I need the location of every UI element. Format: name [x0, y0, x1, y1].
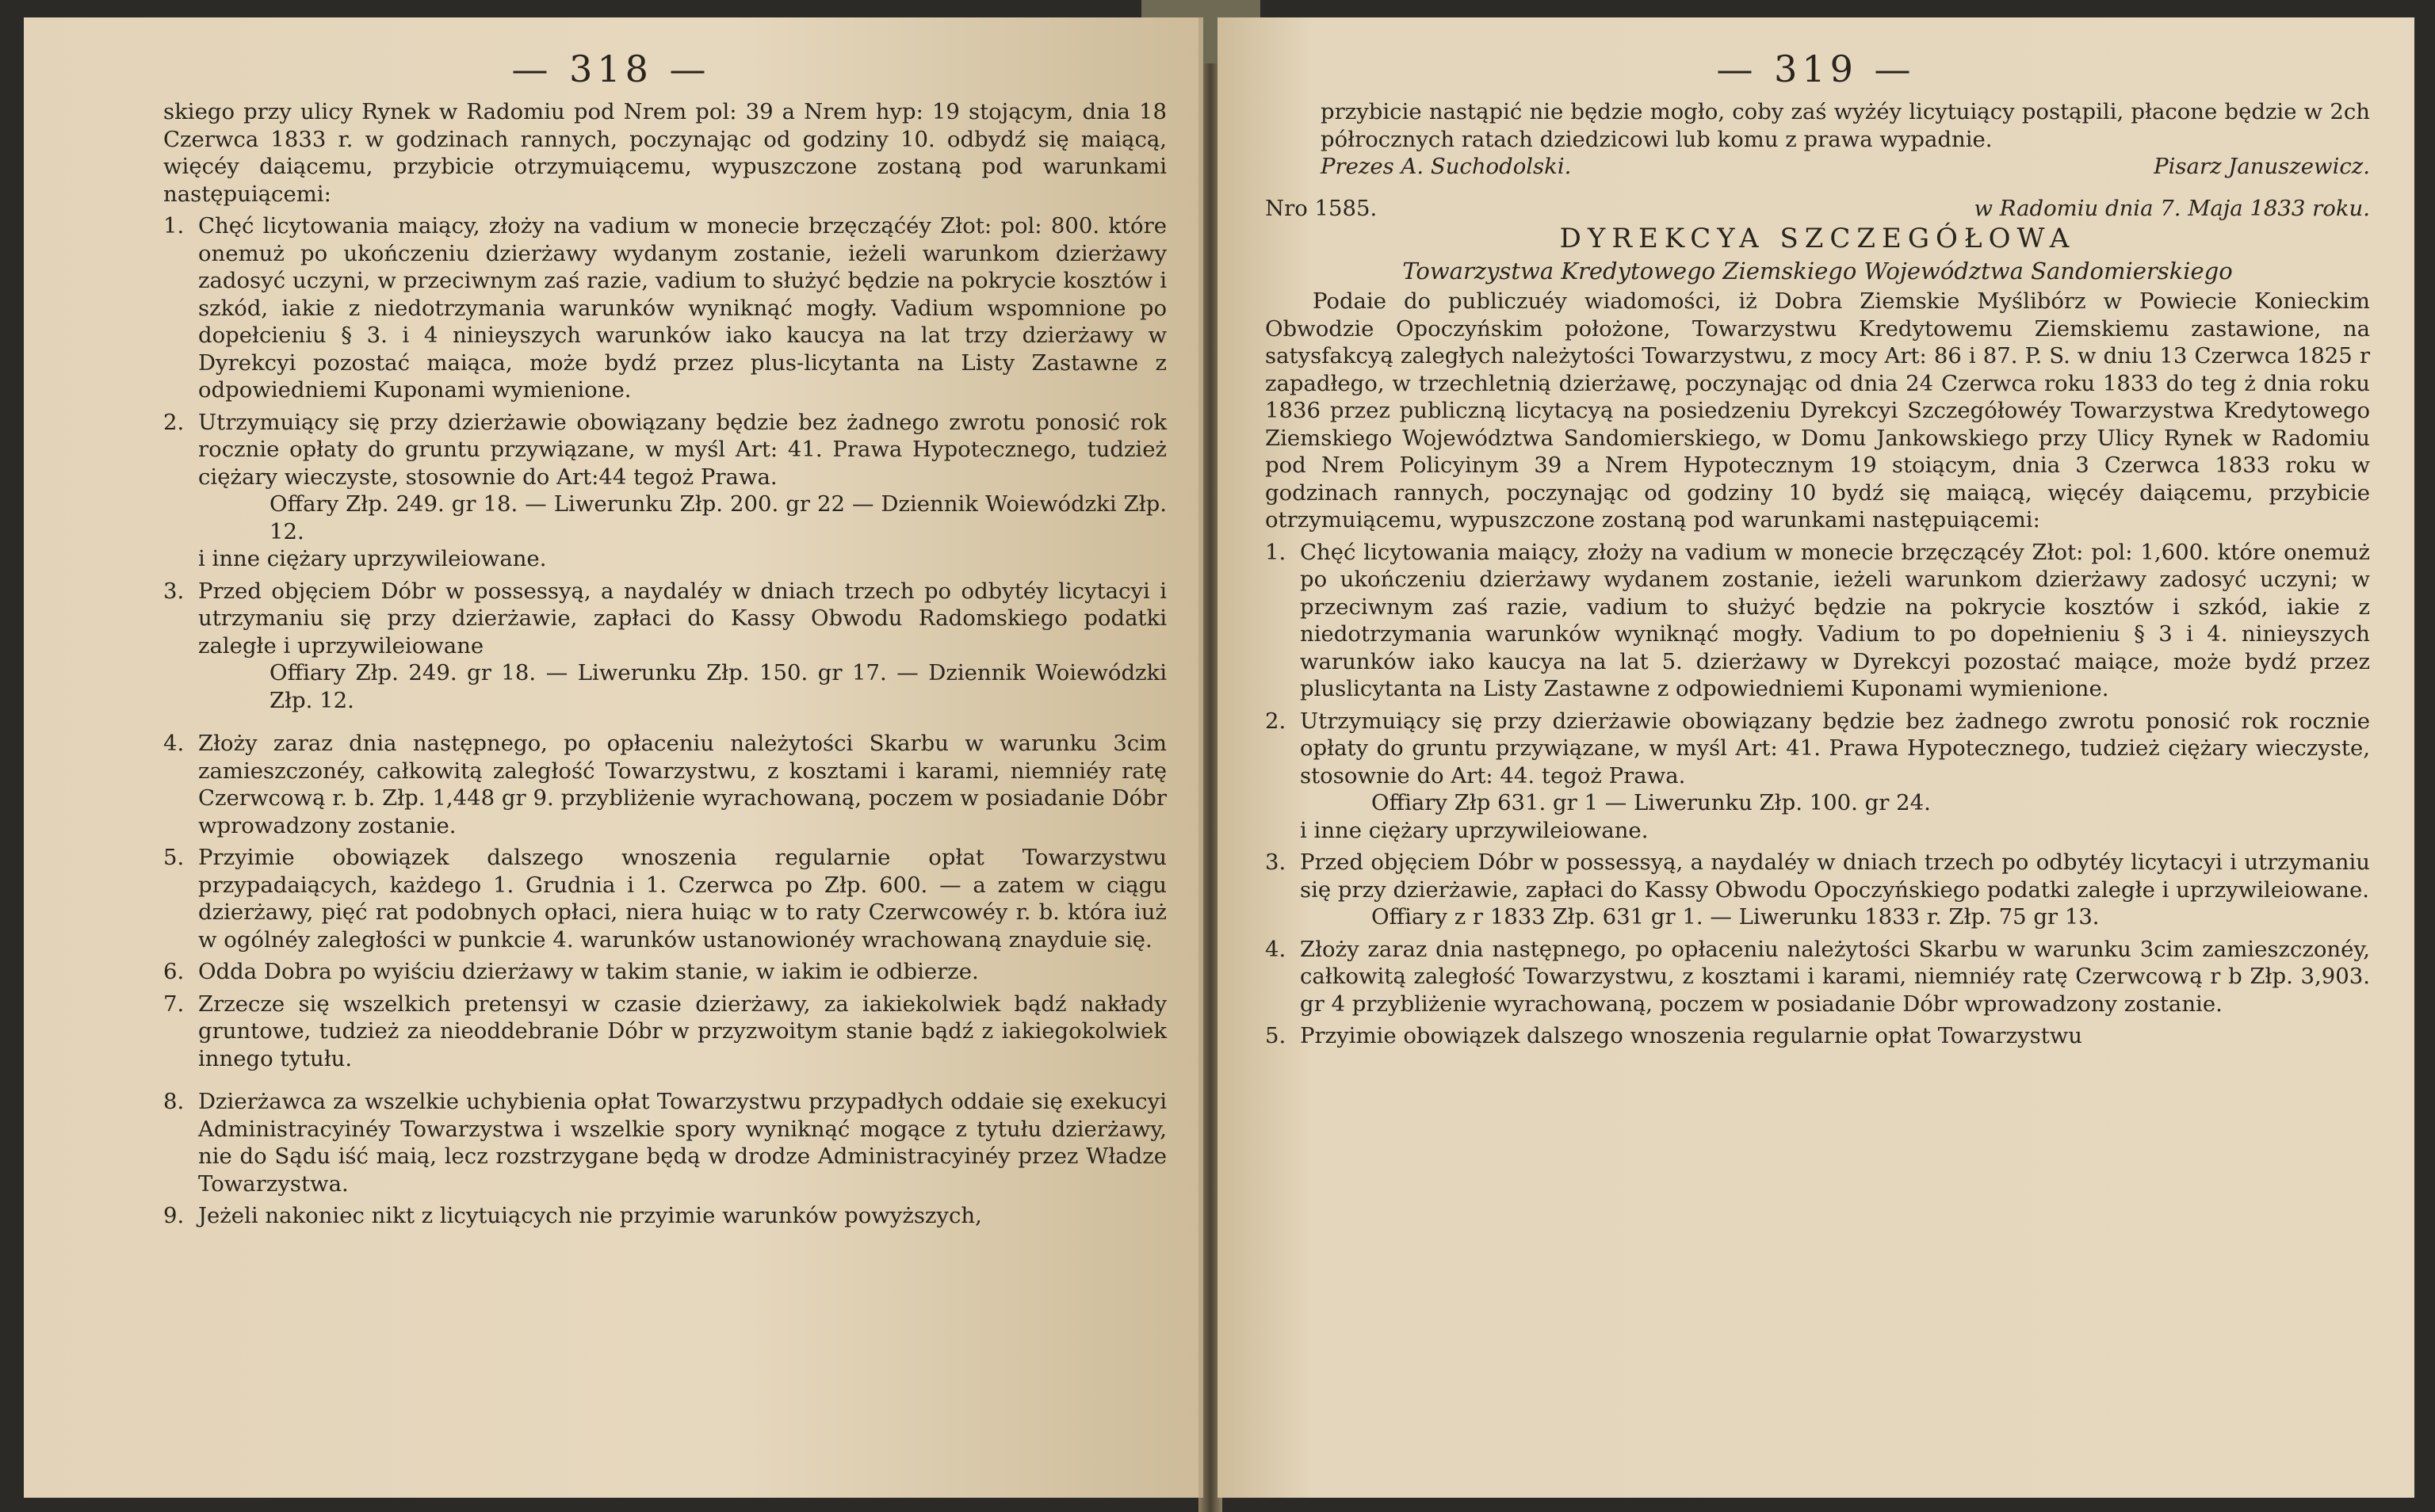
- left-text-block: [24, 98, 1198, 1230]
- item-body: [1300, 849, 2370, 931]
- item-text: Przed objęciem Dóbr w possessyą, a naydaléy w dniach trzech po odbytéy licytacyi i utrzymaniu się przy dzierżawie, zapłaci do Kassy Obwodu Opoczyńskiego podatki zaległe i uprzywileiowane.: [1300, 850, 2370, 903]
- right-item-3: [1265, 849, 2370, 931]
- item-after: i inne ciężary uprzywileiowane.: [198, 546, 547, 571]
- item-text: Utrzymuiący się przy dzierżawie obowiązany będzie bez żadnego zwrotu ponosić rok rocznie opłaty do gruntu przywiązane, w myśl Art: 41. Prawa Hypotecznego, tudzież ciężary wieczyste, stosownie do Art: 44. tegoż Prawa.: [1300, 708, 2370, 788]
- item-text: Złoży zaraz dnia następnego, po opłaceniu należytości Skarbu w warunku 3cim zamieszczonéy, całkowitą zaległość Towarzystwu, z kosztami i karami, niemniéy ratę Czerwcową r. b. Złp. 1,448 gr 9. przybliżenie wyrachowaną, poczem w posiadanie Dóbr wprowadzony zostanie.: [198, 731, 1167, 838]
- left-item-2: [163, 409, 1167, 573]
- item-number: 2.: [163, 409, 185, 435]
- item-body: [1300, 708, 2370, 845]
- item-text: Zrzecze się wszelkich pretensyi w czasie dzierżawy, za iakiekolwiek bądź nakłady gruntowe, tudzież za nieoddebranie Dóbr w przyzwoitym stanie bądź z iakiegokolwiek innego tytułu.: [198, 991, 1167, 1071]
- left-item-1: [163, 212, 1167, 404]
- item-number: 4.: [1265, 936, 1286, 962]
- item-offary: Offiary z r 1833 Złp. 631 gr 1. — Liwerunku 1833 r. Złp. 75 gr 13.: [1371, 904, 2100, 930]
- left-item-3: [163, 578, 1167, 715]
- item-number: 6.: [163, 959, 185, 984]
- item-number: 3.: [163, 578, 185, 604]
- pisarz-signature: Pisarz Januszewicz.: [2154, 154, 2370, 179]
- notice-header: [1265, 195, 2370, 223]
- right-item-4: [1265, 936, 2370, 1018]
- item-text: Jeżeli nakoniec nikt z licytuiących nie przyimie warunków powyższych,: [198, 1203, 982, 1228]
- item-offary: Offary Złp. 249. gr 18. — Liwerunku Złp. 200. gr 22 — Dziennik Woiewódzki Złp. 12.: [269, 491, 1167, 544]
- notice-subtitle: Towarzystwa Kredytowego Ziemskiego Województwa Sandomierskiego: [1402, 257, 2233, 284]
- item-number: 1.: [163, 213, 185, 239]
- item-text: Chęć licytowania maiący, złoży na vadium w monecie brzęcząćéy Złot: pol: 800. które onemuż po ukończeniu dzierżawy wydanym zostanie, ieżeli warunkom dzierżawy zadosyć uczyni, w przeciwnym zaś razie, vadium to służyć będzie na pokrycie kosztów i szkód, iakie z niedotrzymania warunków wyniknąć mogły. Vadium wspomnione po dopełcieniu § 3. i 4 ninieyszych warunków iako kaucya na lat trzy dzierżawy w Dyrekcyi pozostać maiąca, może bydź przez plus-licytanta na Listy Zastawne z odpowiedniemi Kuponami wymienione.: [198, 213, 1167, 403]
- item-text: Dzierżawca za wszelkie uchybienia opłat Towarzystwu przypadłych oddaie się exekucyi Administracyinéy Towarzystwa i wszelkie spory wyniknąć mogące z tytułu dzierżawy, nie do Sądu iść maią, lecz rozstrzygane będą w drodze Administracyinéy przez Władze Towarzystwa.: [198, 1089, 1167, 1197]
- right-item-5: [1265, 1022, 2370, 1050]
- item-after: i inne ciężary uprzywileiowane.: [1300, 817, 1649, 843]
- right-page: [1218, 17, 2414, 1498]
- notice-date: w Radomiu dnia 7. Maja 1833 roku.: [1974, 195, 2370, 221]
- item-number: 8.: [163, 1089, 185, 1114]
- item-number: 2.: [1265, 708, 1286, 734]
- item-offary: Offiary Złp 631. gr 1 — Liwerunku Złp. 100. gr 24.: [1371, 790, 1931, 815]
- item-number: 1.: [1265, 539, 1286, 565]
- left-intro: skiego przy ulicy Rynek w Radomiu pod Nrem pol: 39 a Nrem hyp: 19 stojącym, dnia 18 Czerwca 1833 r. w godzinach rannych, poczynając od godziny 10. odbydź się maiącą, więcéy daiącemu, przybicie otrzymuiącemu, wypuszczone zostaną pod warunkami następuiącemi:: [163, 99, 1167, 207]
- item-text: Przyimie obowiązek dalszego wnoszenia regularnie opłat Towarzystwu przypadaiących, każdego 1. Grudnia i 1. Czerwca po Złp. 600. — a zatem w ciągu dzierżawy, pięć rat podobnych opłaci, niera huiąc w to raty Czerwcowéy r. b. która iuż w ogólnéy zaległości w punkcie 4. warunków ustanowionéy wrachowaną znayduie się.: [198, 845, 1167, 953]
- right-item-1: [1265, 539, 2370, 703]
- prezes-signature: Prezes A. Suchodolski.: [1321, 154, 1572, 179]
- notice-announcement: Podaie do publiczuéy wiadomości, iż Dobra Ziemskie Myślibórz w Powiecie Konieckim Obwodzie Opoczyńskim położone, Towarzystwu Kredytowemu Ziemskiemu zastawione, na satysfakcyą zaległych należytości Towarzystwu, z mocy Art: 86 i 87. P. S. w dniu 13 Czerwca 1825 r zapadłego, w trzechletnią dzierżawę, poczynając od dnia 24 Czerwca roku 1833 do teg ż dnia roku 1836 przez publiczną licytacyą na posiedzeniu Dyrekcyi Szczegółowéy Towarzystwa Kredytowego Ziemskiego Województwa Sandomierskiego, w Domu Jankowskiego przy Ulicy Rynek w Radomiu pod Nrem Policyinym 39 a Nrem Hypotecznym 19 stoiącym, dnia 3 Czerwca 1833 roku w godzinach rannych, poczynając od godziny 10 bydź się maiącą, więcéy daiącemu, przybicie otrzymuiącemu, wypuszczone zostaną pod warunkami następuiącemi:: [1265, 288, 2370, 533]
- notice-title: DYREKCYA SZCZEGÓŁOWA: [1559, 223, 2076, 254]
- item-text: Przyimie obowiązek dalszego wnoszenia regularnie opłat Towarzystwu: [1300, 1023, 2083, 1048]
- page-number-left: — 318 —: [511, 48, 711, 90]
- left-item-9: [163, 1202, 1167, 1230]
- notice-number: Nro 1585.: [1265, 195, 1378, 221]
- item-text: Przed objęciem Dóbr w possessyą, a naydaléy w dniach trzech po odbytéy licytacyi i utrzymaniu się przy dzierżawie, zapłaci do Kassy Obwodu Radomskiego podatki zaległe i uprzywileiowane: [198, 578, 1167, 659]
- item-number: 4.: [163, 731, 185, 756]
- left-item-4: [163, 730, 1167, 839]
- item-number: 5.: [1265, 1023, 1286, 1048]
- item-text: Utrzymuiący się przy dzierżawie obowiązany będzie bez żadnego zwrotu ponosić rok rocznie opłaty do gruntu przywiązane, w myśl Art: 41. Prawa Hypotecznego, tudzież ciężary wieczyste, stosownie do Art:44 tegoż Prawa.: [198, 409, 1167, 490]
- item-text: Złoży zaraz dnia następnego, po opłaceniu należytości Skarbu w warunku 3cim zamieszczonéy, całkowitą zaległość Towarzystwu, z kosztami i karami, niemniéy ratę Czerwcową r b Złp. 3,903. gr 4 przybliżenie wyrachowaną, poczem w posiadanie Dóbr wprowadzony zostanie.: [1300, 936, 2370, 1017]
- item-number: 9.: [163, 1203, 185, 1228]
- item-number: 5.: [163, 845, 185, 870]
- item-body: [198, 578, 1167, 715]
- item-number: 7.: [163, 991, 185, 1017]
- page-number-right: — 319 —: [1716, 48, 1916, 90]
- left-item-5: [163, 844, 1167, 953]
- item-text: Odda Dobra po wyiściu dzierżawy w takim stanie, w iakim ie odbierze.: [198, 959, 979, 984]
- item-text: Chęć licytowania maiący, złoży na vadium w monecie brzęczącéy Złot: pol: 1,600. które onemuż po ukończeniu dzierżawy wydanem zostanie, ieżeli warunkom dzierżawy zadosyć uczyni; w przeciwnym zaś razie, vadium to służyć będzie na pokrycie kosztów i szkód, iakie z niedotrzymania warunków wyniknąć mogły. Vadium to po dopełnieniu § 3 i 4. ninieyszych warunków iako kaucya na lat 5. dzierżawy w Dyrekcyi pozostać maiące, może bydź przez pluslicytanta na Listy Zastawne z odpowiedniemi Kuponami wymienione.: [1300, 539, 2370, 701]
- item-number: 3.: [1265, 850, 1286, 875]
- right-text-block: [1218, 98, 2414, 1050]
- item-body: [198, 409, 1167, 573]
- right-item-2: [1265, 708, 2370, 845]
- item-offary: Offiary Złp. 249. gr 18. — Liwerunku Złp. 150. gr 17. — Dziennik Woiewódzki Złp. 12.: [269, 660, 1167, 713]
- left-item-8: [163, 1088, 1167, 1197]
- right-intro: przybicie nastąpić nie będzie mogło, coby zaś wyżéy licytuiący postąpili, płacone będzie w 2ch półrocznych ratach dziedzicowi lub komu z prawa wypadnie.: [1321, 99, 2370, 152]
- signature-row: [1265, 153, 2370, 181]
- left-item-7: [163, 991, 1167, 1073]
- left-page: [24, 17, 1203, 1498]
- left-item-6: [163, 958, 1167, 986]
